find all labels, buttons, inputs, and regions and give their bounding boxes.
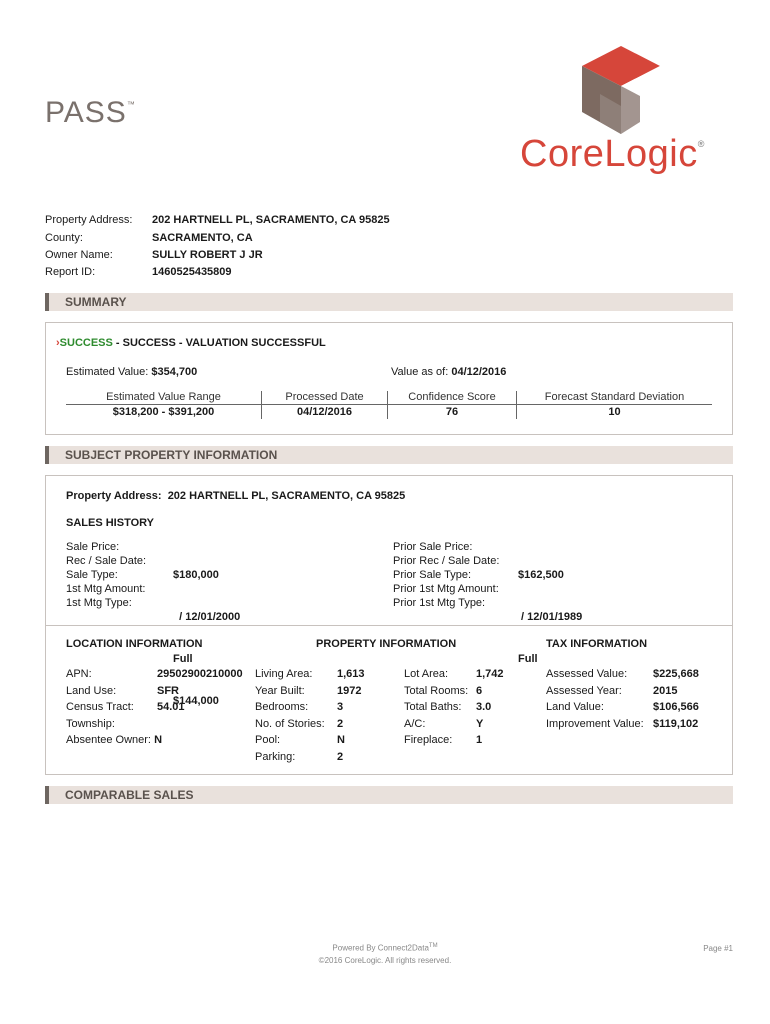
valuation-status <box>56 337 326 349</box>
location-value: SFR <box>157 684 179 697</box>
subject-address <box>66 490 405 502</box>
corelogic-wordmark: CoreLogic® <box>520 133 705 175</box>
sales-label: Prior Rec / Sale Date: <box>393 555 500 567</box>
property-value: 1,613 <box>337 668 365 680</box>
metric-value: 10 <box>517 404 712 418</box>
property-value: 2 <box>337 717 344 730</box>
tax-value: $106,566 <box>653 701 699 713</box>
sales-history-title: SALES HISTORY <box>66 517 155 529</box>
location-information-title: LOCATION INFORMATION <box>66 638 203 650</box>
location-value: N <box>154 734 163 746</box>
section-title: SUMMARY <box>65 295 127 309</box>
metric-forecast-std-dev <box>517 391 712 418</box>
location-values <box>157 666 243 716</box>
location-label: Census Tract: <box>66 701 134 713</box>
sales-left-labels <box>66 540 146 610</box>
tax-label: Assessed Year: <box>546 684 622 697</box>
sales-value: $180,000 <box>173 569 219 581</box>
property-label: Total Rooms: <box>404 684 469 697</box>
location-label: Absentee Owner: <box>66 734 151 746</box>
powered-by-text: Powered By Connect2Data <box>332 943 429 953</box>
tax-label: Improvement Value: <box>546 717 644 730</box>
subject-address-value: 202 HARTNELL PL, SACRAMENTO, CA 95825 <box>167 490 406 502</box>
property-value: 6 <box>476 684 483 697</box>
sales-value: Full <box>173 653 193 665</box>
tax-label: Land Value: <box>546 701 604 713</box>
property-value: 3 <box>337 701 344 713</box>
property-value: 2 <box>337 750 344 763</box>
sales-label: Rec / Sale Date: <box>66 555 147 567</box>
location-value: 54.01 <box>157 701 185 713</box>
location-value: 29502900210000 <box>157 668 243 680</box>
property-value: N <box>337 734 345 746</box>
property-label: No. of Stories: <box>255 717 325 730</box>
subject-property-box <box>45 475 733 775</box>
location-label: APN: <box>66 668 92 680</box>
section-accent <box>45 293 49 311</box>
copyright: ©2016 CoreLogic. All rights reserved. <box>318 955 452 965</box>
value-as-of-date: 04/12/2016 <box>451 366 507 378</box>
tax-labels <box>546 666 644 732</box>
property-value: 1972 <box>337 684 362 697</box>
property-label: Year Built: <box>255 684 305 697</box>
powered-by <box>235 940 535 955</box>
property-label: Bedrooms: <box>255 701 309 713</box>
section-title: COMPARABLE SALES <box>65 788 194 802</box>
sales-label: Sale Type: <box>66 569 118 581</box>
sales-label: Prior Sale Price: <box>393 541 473 553</box>
property-value: 3.0 <box>476 701 492 713</box>
info-divider <box>46 625 732 626</box>
metric-value: $318,200 - $391,200 <box>66 404 261 418</box>
page-number: Page #1 <box>703 944 733 953</box>
metric-confidence-score <box>388 391 516 418</box>
metric-processed-date <box>262 391 387 418</box>
tax-value: $225,668 <box>653 668 699 680</box>
property-label: Lot Area: <box>404 668 449 680</box>
subject-property-section-header <box>45 446 733 464</box>
property-label: A/C: <box>404 717 426 730</box>
tax-information-title: TAX INFORMATION <box>546 638 648 650</box>
value-as-of-label: Value as of: <box>391 366 449 378</box>
metric-value-range <box>66 391 261 418</box>
footer-credits <box>235 940 535 967</box>
property-label: Parking: <box>255 750 296 763</box>
header-label: Owner Name: <box>45 249 113 261</box>
metric-label: Forecast Standard Deviation <box>544 391 685 403</box>
estimated-value <box>66 366 197 378</box>
sales-label: 1st Mtg Type: <box>66 597 132 609</box>
property-label: Pool: <box>255 734 281 746</box>
section-accent <box>45 786 49 804</box>
header-value: SULLY ROBERT J JR <box>152 249 263 261</box>
section-accent <box>45 446 49 464</box>
property-value: 1 <box>476 734 483 746</box>
sales-value: Full <box>518 653 538 665</box>
sales-label: Prior 1st Mtg Amount: <box>393 583 499 595</box>
estimated-value-label: Estimated Value: <box>66 366 149 378</box>
header-value: 1460525435809 <box>152 266 232 278</box>
tax-label: Assessed Value: <box>546 668 628 680</box>
property-b-labels <box>404 666 468 749</box>
metric-label: Estimated Value Range <box>106 391 221 403</box>
tax-value: $119,102 <box>653 717 699 730</box>
subject-address-label: Property Address: <box>66 490 162 502</box>
status-message: - SUCCESS - VALUATION SUCCESSFUL <box>112 337 326 349</box>
header-label: County: <box>45 232 83 244</box>
header-label: Property Address: <box>45 214 133 226</box>
estimated-value-amount: $354,700 <box>151 366 198 378</box>
sales-label: Sale Price: <box>66 541 120 553</box>
property-information-title: PROPERTY INFORMATION <box>316 638 457 650</box>
corelogic-logo-icon <box>580 44 662 136</box>
property-label: Total Baths: <box>404 701 462 713</box>
property-a-labels <box>255 666 325 765</box>
tax-values <box>653 666 699 732</box>
trademark-mark: TM <box>428 943 438 949</box>
section-title: SUBJECT PROPERTY INFORMATION <box>65 448 278 462</box>
metric-label: Confidence Score <box>408 391 496 403</box>
sales-label: 1st Mtg Amount: <box>66 583 146 595</box>
sales-value: / 12/01/2000 <box>173 611 241 623</box>
property-a-values <box>337 666 365 765</box>
location-labels <box>66 666 162 749</box>
status-word: SUCCESS <box>59 337 113 349</box>
summary-section-header <box>45 293 733 311</box>
header-value: SACRAMENTO, CA <box>152 232 253 244</box>
metric-value: 04/12/2016 <box>262 404 387 418</box>
property-value: Y <box>476 717 484 730</box>
header-label: Report ID: <box>45 266 96 278</box>
metric-value: 76 <box>388 404 516 418</box>
sales-label: Prior 1st Mtg Type: <box>393 597 486 609</box>
sales-label: Prior Sale Type: <box>393 569 472 581</box>
comparable-sales-section-header <box>45 786 733 804</box>
metric-label: Processed Date <box>285 391 364 403</box>
sales-value: $162,500 <box>518 569 564 581</box>
chevron-right-icon: › <box>56 337 60 349</box>
sales-right-labels <box>393 540 499 610</box>
sales-value: $144,000 <box>173 695 219 707</box>
tax-value: 2015 <box>653 684 678 697</box>
location-label-row <box>66 732 162 749</box>
sales-value: / 12/01/1989 <box>518 611 583 623</box>
property-label: Living Area: <box>255 668 313 680</box>
sales-value <box>173 736 240 750</box>
header-value: 202 HARTNELL PL, SACRAMENTO, CA 95825 <box>152 214 390 226</box>
value-as-of <box>391 366 506 378</box>
property-label: Fireplace: <box>404 734 453 746</box>
property-value: 1,742 <box>476 668 504 680</box>
pass-title: PASS™ <box>45 96 136 129</box>
location-label: Township: <box>66 717 115 730</box>
sales-left-values <box>173 540 240 778</box>
location-label: Land Use: <box>66 684 117 697</box>
summary-box <box>45 322 733 435</box>
property-b-values <box>476 666 504 749</box>
